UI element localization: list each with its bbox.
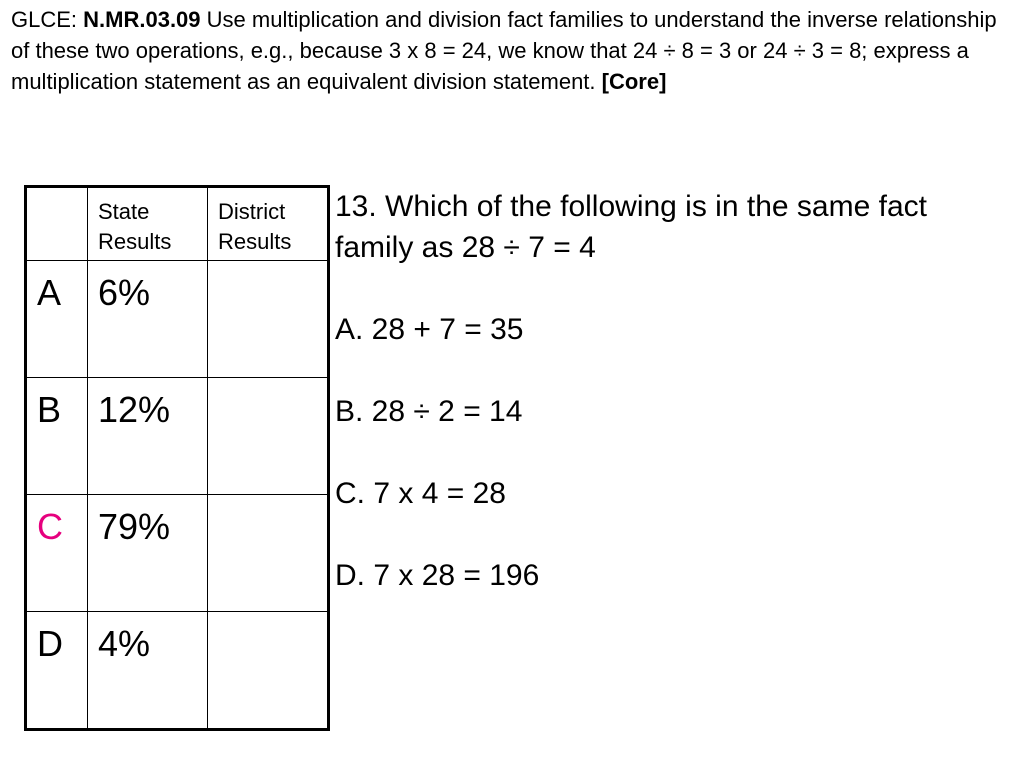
- answer-option-d: D. 7 x 28 = 196: [335, 559, 540, 592]
- state-result: 4%: [98, 623, 151, 664]
- row-letter-cell: [26, 612, 88, 730]
- district-result-cell: [208, 612, 329, 730]
- row-letter-correct: C: [37, 506, 63, 547]
- core-tag: [Core]: [601, 69, 667, 94]
- district-result-cell: [208, 261, 329, 378]
- header-cell-district-results: [208, 187, 329, 261]
- table-header-row: [26, 187, 329, 261]
- table-row: [26, 378, 329, 495]
- state-result-cell: [88, 612, 208, 730]
- row-letter: A: [37, 272, 62, 313]
- row-letter: B: [37, 389, 62, 430]
- district-result: [208, 612, 327, 624]
- question-block: [335, 186, 1005, 596]
- table-row: [26, 261, 329, 378]
- row-letter-cell: [26, 378, 88, 495]
- state-result-cell: [88, 378, 208, 495]
- standard-code: N.MR.03.09: [83, 7, 201, 32]
- district-results-header: District Results: [218, 199, 292, 254]
- district-result: [208, 261, 327, 273]
- state-result-cell: [88, 261, 208, 378]
- answer-option-c: C. 7 x 4 = 28: [335, 477, 506, 510]
- answer-option-b: B. 28 ÷ 2 = 14: [335, 395, 523, 428]
- header-cell-empty: [26, 187, 88, 261]
- header-cell-state-results: [88, 187, 208, 261]
- state-result: 12%: [98, 389, 171, 430]
- state-results-header: State Results: [98, 199, 172, 254]
- results-table: [24, 185, 330, 731]
- question-prompt: 13. Which of the following is in the same fact family as 28 ÷ 7 = 4: [335, 190, 927, 264]
- glce-prefix: GLCE:: [11, 7, 84, 32]
- district-result-cell: [208, 495, 329, 612]
- district-result: [208, 378, 327, 390]
- state-result: 6%: [98, 272, 151, 313]
- state-result: 79%: [98, 506, 171, 547]
- table-row: [26, 495, 329, 612]
- glce-standard-header: [11, 4, 1017, 97]
- row-letter-cell: [26, 261, 88, 378]
- row-letter-cell: [26, 495, 88, 612]
- district-result-cell: [208, 378, 329, 495]
- district-result: [208, 495, 327, 507]
- state-result-cell: [88, 495, 208, 612]
- standard-description: Use multiplication and division fact families to understand the inverse relationship of these two operations, e.g., because 3 x 8 = 24, we know that 24 ÷ 8 = 3 or 24 ÷ 3 = 8; express a multiplication statement as an equivalent division statement.: [11, 7, 997, 94]
- row-letter: D: [37, 623, 63, 664]
- answer-option-a: A. 28 + 7 = 35: [335, 313, 524, 346]
- table-row: [26, 612, 329, 730]
